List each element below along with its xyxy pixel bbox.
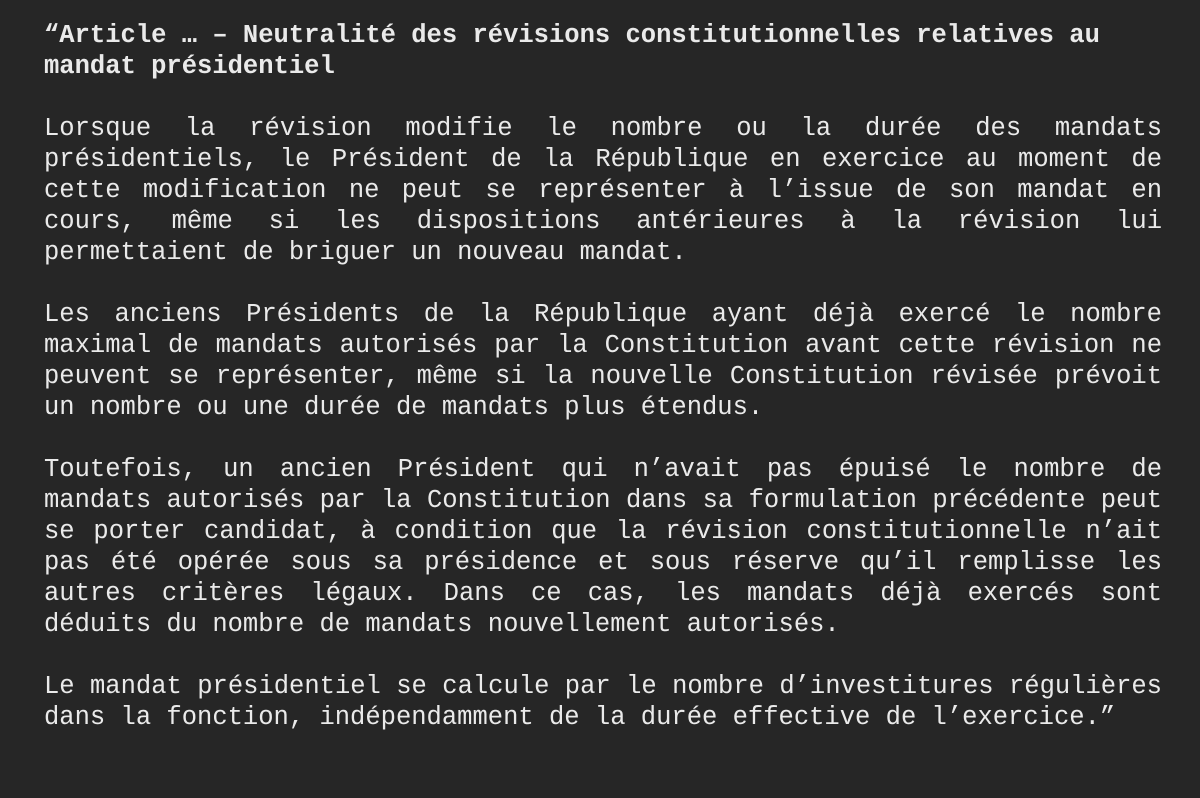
article-paragraph-1: Lorsque la révision modifie le nombre ou la durée des mandats présidentiels, le Président de la République en exercice au moment de cette modification ne peut se représenter à l’issue de son mandat en cours, même si les dispositions antérieures à la révision lui permettaient de briguer un nouveau mandat. bbox=[44, 114, 1162, 267]
article-paragraph-4: Le mandat présidentiel se calcule par le nombre d’investitures régulières dans la fonction, indépendamment de la durée effective de l’exercice.” bbox=[44, 672, 1162, 732]
article-paragraph-3: Toutefois, un ancien Président qui n’avait pas épuisé le nombre de mandats autorisés par la Constitution dans sa formulation précédente peut se porter candidat, à condition que la révision constitutionnelle n’ait pas été opérée sous sa présidence et sous réserve qu’il remplisse les autres critères légaux. Dans ce cas, les mandats déjà exercés sont déduits du nombre de mandats nouvellement autorisés. bbox=[44, 455, 1162, 639]
article-title: “Article … – Neutralité des révisions constitutionnelles relatives au mandat présidentiel bbox=[44, 21, 1100, 81]
article-paragraph-2: Les anciens Présidents de la République ayant déjà exercé le nombre maximal de mandats autorisés par la Constitution avant cette révision ne peuvent se représenter, même si la nouvelle Constitution révisée prévoit un nombre ou une durée de mandats plus étendus. bbox=[44, 300, 1162, 422]
